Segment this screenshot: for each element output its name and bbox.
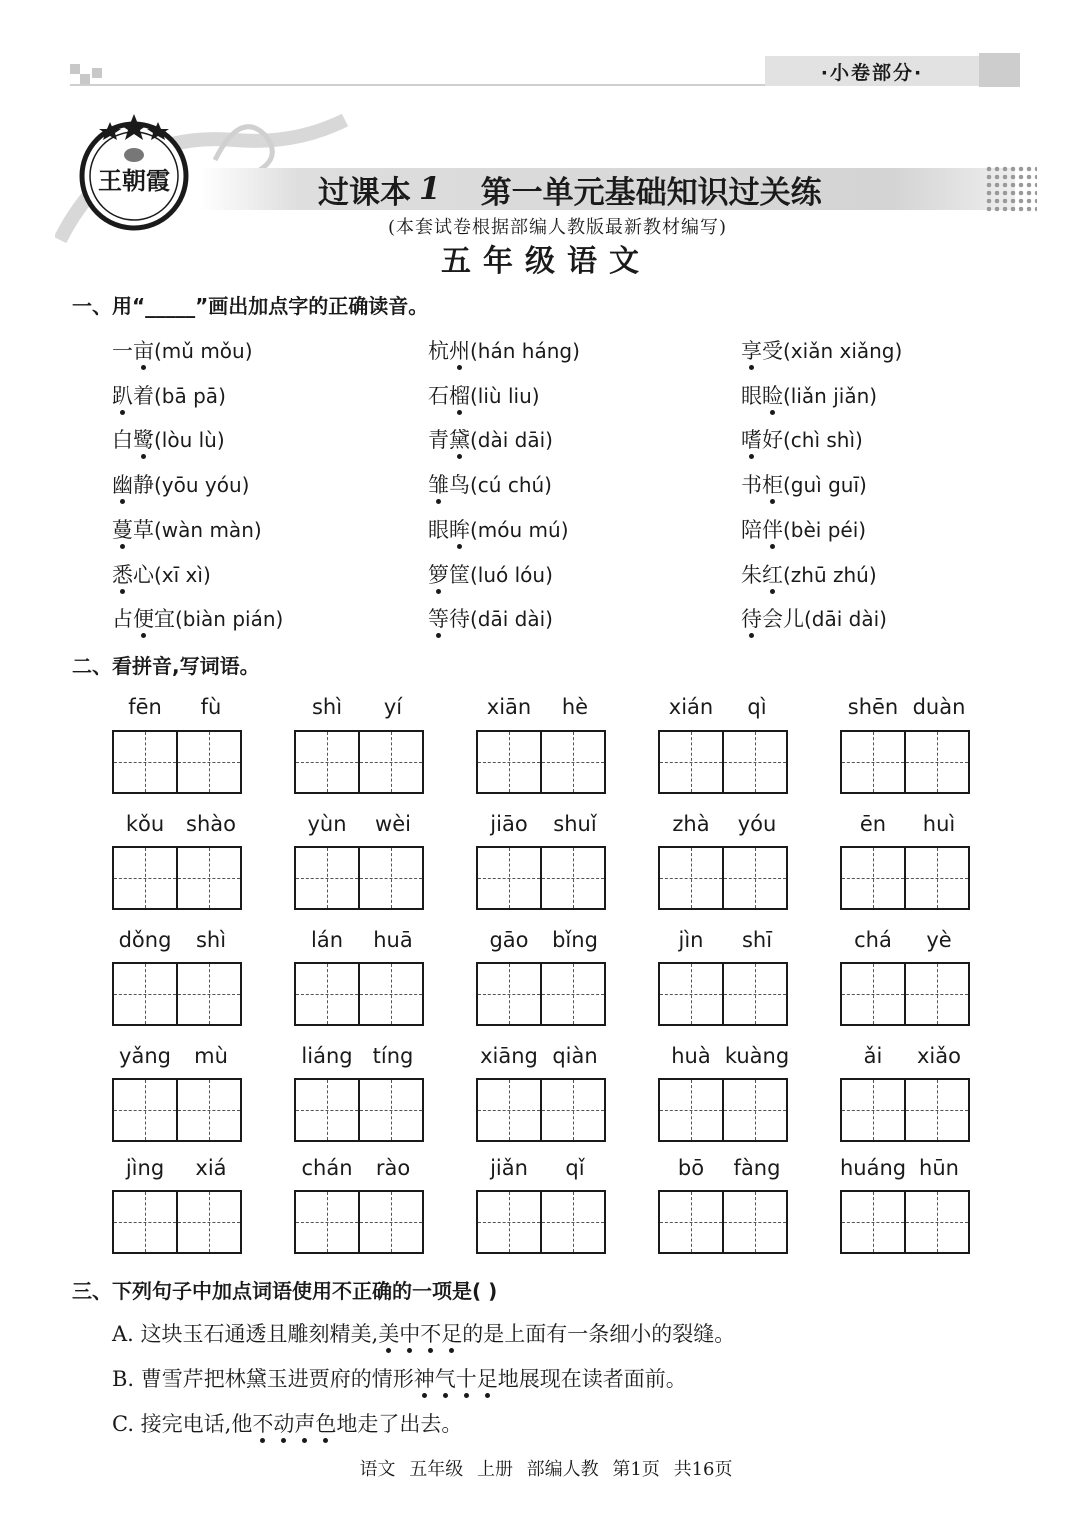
writing-box[interactable] <box>842 1080 904 1140</box>
writing-box[interactable] <box>176 848 240 908</box>
writing-box[interactable] <box>176 1192 240 1252</box>
writing-box-pair <box>294 730 424 794</box>
pinyin-options: (dāi dài) <box>470 607 553 632</box>
pinyin-syllable: shì <box>195 928 227 952</box>
dotted-char: 神 <box>413 1367 435 1391</box>
word-prefix: 青 <box>428 428 449 453</box>
pronunciation-item <box>112 424 225 454</box>
page-title <box>318 168 822 210</box>
word-prefix: 占 <box>112 607 133 632</box>
dotted-char: 不 <box>420 1322 442 1346</box>
pinyin-syllable: kuàng <box>724 1044 790 1068</box>
writing-box[interactable] <box>296 848 358 908</box>
writing-box[interactable] <box>540 964 604 1024</box>
section1-heading: 一、用“_____”画出加点字的正确读音。 <box>72 294 429 318</box>
pinyin-options: (mǔ mǒu) <box>154 339 253 363</box>
word-prefix: 白 <box>112 428 133 453</box>
pronunciation-item <box>112 514 262 544</box>
option-text-end: 地展现在读者面前。 <box>497 1367 687 1391</box>
word-prefix: 石 <box>428 383 449 408</box>
writing-box-pair <box>112 846 242 910</box>
dotted-char: 榴 <box>449 383 470 408</box>
pinyin-options: (liù liu) <box>470 383 540 408</box>
subtitle: (本套试卷根据部编人教版最新教材编写) <box>388 217 728 238</box>
section-tag: ·小卷部分· <box>765 56 979 86</box>
writing-box[interactable] <box>540 1080 604 1140</box>
dotted-char: 足 <box>476 1367 498 1391</box>
dotted-char: 便 <box>133 607 154 632</box>
pronunciation-item <box>112 380 226 410</box>
writing-box-pair <box>658 962 788 1026</box>
writing-box[interactable] <box>114 1192 176 1252</box>
pinyin-options: (yōu yóu) <box>154 473 250 498</box>
pinyin-syllable: hūn <box>919 1156 959 1180</box>
pinyin-options: (biàn pián) <box>175 607 284 632</box>
option-text-start: A. 这块玉石通透且雕刻精美, <box>112 1322 379 1346</box>
dotted-char: 嗜 <box>741 428 762 453</box>
writing-box[interactable] <box>478 1080 540 1140</box>
pinyin-syllable: huì <box>922 812 956 836</box>
pinyin-syllable: chá <box>854 928 892 952</box>
writing-box[interactable] <box>358 848 422 908</box>
pinyin-syllable: ēn <box>859 812 887 836</box>
choice-option <box>112 1363 687 1393</box>
pinyin-options: (zhū zhú) <box>783 562 877 587</box>
writing-box-pair <box>112 1190 242 1254</box>
pronunciation-item <box>741 335 902 365</box>
writing-box[interactable] <box>842 848 904 908</box>
word-suffix: 草 <box>133 517 154 542</box>
writing-box[interactable] <box>722 1192 786 1252</box>
writing-box-pair <box>840 962 970 1026</box>
writing-box[interactable] <box>296 1080 358 1140</box>
writing-box[interactable] <box>540 732 604 792</box>
option-text-start: B. 曹雪芹把林黛玉进贾府的情形 <box>112 1367 414 1391</box>
writing-box[interactable] <box>176 964 240 1024</box>
corner-square-decoration <box>80 74 90 84</box>
series-number: 1 <box>419 171 441 207</box>
dotted-char: 箩 <box>428 562 449 587</box>
dotted-char: 黛 <box>449 428 470 453</box>
dotted-char: 眸 <box>449 517 470 542</box>
corner-square-decoration <box>70 64 80 74</box>
pinyin-syllable: qì <box>747 695 767 719</box>
pinyin-options: (hán háng) <box>470 339 580 363</box>
pinyin-options: (guì guī) <box>783 473 867 498</box>
writing-box[interactable] <box>176 1080 240 1140</box>
pinyin-options: (dài dāi) <box>470 428 553 453</box>
writing-box[interactable] <box>660 1080 722 1140</box>
pinyin-syllable: shuǐ <box>553 812 597 836</box>
writing-box[interactable] <box>722 848 786 908</box>
pronunciation-item <box>428 559 553 589</box>
pinyin-syllable: shī <box>741 928 773 952</box>
writing-box[interactable] <box>842 732 904 792</box>
pinyin-options: (lòu lù) <box>154 428 225 453</box>
writing-box-pair <box>294 962 424 1026</box>
pinyin-syllable: gāo <box>489 928 529 952</box>
pinyin-syllable: zhà <box>672 812 710 836</box>
pronunciation-item <box>428 469 552 499</box>
pinyin-syllable: jìn <box>678 928 704 952</box>
dotted-char: 幽 <box>112 473 133 498</box>
dotted-char: 色 <box>315 1412 337 1436</box>
word-prefix: 书 <box>741 473 762 498</box>
dotted-char: 悉 <box>112 562 133 587</box>
dotted-char: 享 <box>741 339 762 363</box>
logo-text: 王朝霞 <box>98 166 170 195</box>
choice-option <box>112 1408 462 1438</box>
pinyin-syllable: shēn <box>847 695 899 719</box>
word-prefix: 眼 <box>428 517 449 542</box>
pronunciation-item <box>741 469 867 499</box>
dotted-char: 柜 <box>762 473 783 498</box>
dotted-char: 睑 <box>762 383 783 408</box>
pinyin-syllable: fù <box>200 695 222 719</box>
pinyin-syllable: fēn <box>128 695 162 719</box>
pinyin-syllable: shì <box>311 695 343 719</box>
dotted-char: 红 <box>762 562 783 587</box>
pinyin-syllable: shào <box>186 812 236 836</box>
writing-box[interactable] <box>540 1192 604 1252</box>
choice-option <box>112 1318 735 1348</box>
word-prefix: 陪 <box>741 517 762 542</box>
pronunciation-item <box>428 424 553 454</box>
writing-box[interactable] <box>114 848 176 908</box>
dotted-char: 十 <box>455 1367 477 1391</box>
pinyin-syllable: chán <box>301 1156 353 1180</box>
pinyin-syllable: huà <box>671 1044 711 1068</box>
pinyin-syllable: hè <box>561 695 589 719</box>
word-suffix: 静 <box>133 473 154 498</box>
writing-box[interactable] <box>722 1080 786 1140</box>
pinyin-syllable: liáng <box>301 1044 353 1068</box>
writing-box[interactable] <box>478 732 540 792</box>
pinyin-syllable: huáng <box>840 1156 907 1180</box>
writing-box[interactable] <box>478 848 540 908</box>
dotted-char: 趴 <box>112 383 133 408</box>
writing-box-pair <box>658 730 788 794</box>
pinyin-syllable: jiǎn <box>490 1156 528 1180</box>
tag-end-block <box>979 53 1020 87</box>
writing-box[interactable] <box>478 1192 540 1252</box>
dotted-char: 伴 <box>762 517 783 542</box>
word-prefix: 朱 <box>741 562 762 587</box>
writing-box[interactable] <box>904 732 968 792</box>
writing-box[interactable] <box>660 848 722 908</box>
dotted-char: 鹭 <box>133 428 154 453</box>
dotted-char: 足 <box>441 1322 463 1346</box>
writing-box[interactable] <box>358 1080 422 1140</box>
pinyin-syllable: bǐng <box>552 928 598 952</box>
pinyin-syllable: tíng <box>372 1044 414 1068</box>
pronunciation-item <box>112 335 253 365</box>
word-prefix: 眼 <box>741 383 762 408</box>
writing-box-pair <box>294 846 424 910</box>
pinyin-options: (bèi péi) <box>783 517 867 542</box>
pronunciation-item <box>741 380 877 410</box>
writing-box-pair <box>840 1190 970 1254</box>
pinyin-syllable: ǎi <box>863 1044 883 1068</box>
pronunciation-item <box>428 603 553 633</box>
pronunciation-item <box>428 335 580 365</box>
pronunciation-item <box>428 514 569 544</box>
pinyin-syllable: qiàn <box>552 1044 598 1068</box>
writing-box-pair <box>476 846 606 910</box>
dotted-char: 动 <box>273 1412 295 1436</box>
pinyin-syllable: wèi <box>375 812 411 836</box>
pinyin-options: (xī xì) <box>154 562 211 587</box>
pinyin-syllable: huā <box>373 928 413 952</box>
writing-box-pair <box>112 962 242 1026</box>
writing-box[interactable] <box>296 1192 358 1252</box>
writing-box[interactable] <box>904 1080 968 1140</box>
pinyin-syllable: rào <box>375 1156 411 1180</box>
pinyin-syllable: jìng <box>125 1156 165 1180</box>
pinyin-syllable: yóu <box>737 812 777 836</box>
pinyin-syllable: dǒng <box>118 928 172 952</box>
dotted-char: 雏 <box>428 473 449 498</box>
writing-box[interactable] <box>176 732 240 792</box>
pinyin-syllable: kǒu <box>125 812 165 836</box>
dotted-phrase <box>252 1412 336 1436</box>
pinyin-syllable: xiá <box>195 1156 227 1180</box>
pronunciation-item <box>112 559 211 589</box>
pinyin-options: (xiǎn xiǎng) <box>783 339 903 363</box>
pinyin-options: (bā pā) <box>154 383 226 408</box>
section3-heading: 三、下列句子中加点词语使用不正确的一项是( ) <box>72 1279 498 1303</box>
dotted-char: 蔓 <box>112 517 133 542</box>
dotted-char: 待 <box>741 607 762 632</box>
pinyin-syllable: xiǎo <box>917 1044 961 1068</box>
writing-box-pair <box>840 730 970 794</box>
option-text-end: 地走了出去。 <box>336 1412 463 1436</box>
writing-box[interactable] <box>358 732 422 792</box>
page-footer: 语文 五年级 上册 部编人教 第1页 共16页 <box>359 1459 733 1480</box>
writing-box-pair <box>112 1078 242 1142</box>
unit-title: 第一单元基础知识过关练 <box>480 174 822 211</box>
word-suffix: 筐 <box>449 562 470 587</box>
dotted-char: 声 <box>294 1412 316 1436</box>
pinyin-syllable: yí <box>383 695 403 719</box>
writing-box-pair <box>112 730 242 794</box>
pinyin-syllable: mù <box>194 1044 228 1068</box>
writing-box[interactable] <box>660 732 722 792</box>
dotted-char: 不 <box>252 1412 274 1436</box>
pinyin-syllable: xiān <box>486 695 532 719</box>
writing-box-pair <box>658 1190 788 1254</box>
writing-box[interactable] <box>842 964 904 1024</box>
dotted-pattern-decoration <box>985 165 1037 213</box>
writing-box[interactable] <box>904 964 968 1024</box>
writing-box[interactable] <box>904 848 968 908</box>
word-suffix: 会儿 <box>762 607 804 632</box>
pronunciation-item <box>741 424 863 454</box>
writing-box[interactable] <box>358 1192 422 1252</box>
pinyin-syllable: lán <box>310 928 343 952</box>
pinyin-syllable: yè <box>926 928 952 952</box>
word-suffix: 好 <box>762 428 783 453</box>
writing-box-pair <box>658 846 788 910</box>
writing-box-pair <box>476 730 606 794</box>
writing-box[interactable] <box>722 964 786 1024</box>
pinyin-syllable: xián <box>668 695 714 719</box>
pinyin-syllable: xiāng <box>480 1044 538 1068</box>
section2-heading: 二、看拼音,写词语。 <box>72 654 260 678</box>
word-prefix: 一 <box>112 339 133 363</box>
pinyin-syllable: yùn <box>307 812 347 836</box>
writing-box[interactable] <box>296 964 358 1024</box>
pronunciation-item <box>428 380 540 410</box>
writing-box[interactable] <box>842 1192 904 1252</box>
option-text-end: 的是上面有一条细小的裂缝。 <box>462 1322 736 1346</box>
word-suffix: 宜 <box>154 607 175 632</box>
writing-box[interactable] <box>660 1192 722 1252</box>
writing-box[interactable] <box>722 732 786 792</box>
writing-box[interactable] <box>114 964 176 1024</box>
pronunciation-item <box>112 603 283 633</box>
dotted-char: 等 <box>428 607 449 632</box>
pinyin-options: (dāi dài) <box>804 607 887 632</box>
pinyin-options: (cú chú) <box>470 473 552 498</box>
writing-box-pair <box>840 1078 970 1142</box>
pinyin-syllable: duàn <box>912 695 966 719</box>
pinyin-syllable: bō <box>677 1156 705 1180</box>
writing-box[interactable] <box>296 732 358 792</box>
pinyin-options: (móu mú) <box>470 517 569 542</box>
word-suffix: 鸟 <box>449 473 470 498</box>
dotted-phrase <box>378 1322 462 1346</box>
word-suffix: 着 <box>133 383 154 408</box>
pronunciation-item <box>741 559 877 589</box>
writing-box-pair <box>476 1190 606 1254</box>
writing-box-pair <box>294 1078 424 1142</box>
writing-box[interactable] <box>660 964 722 1024</box>
pronunciation-item <box>112 469 249 499</box>
logo-seal <box>75 112 193 232</box>
pinyin-syllable: yǎng <box>119 1044 171 1068</box>
pinyin-options: (luó lóu) <box>470 562 553 587</box>
pinyin-syllable: jiāo <box>490 812 528 836</box>
writing-box[interactable] <box>540 848 604 908</box>
writing-box-pair <box>476 1078 606 1142</box>
pinyin-syllable: fàng <box>733 1156 781 1180</box>
writing-box-pair <box>476 962 606 1026</box>
dotted-char: 气 <box>434 1367 456 1391</box>
writing-box[interactable] <box>114 1080 176 1140</box>
writing-box[interactable] <box>904 1192 968 1252</box>
pinyin-options: (chì shì) <box>783 428 863 453</box>
pinyin-options: (wàn màn) <box>154 517 262 542</box>
word-suffix: 心 <box>133 562 154 587</box>
dotted-phrase <box>414 1367 498 1391</box>
series-label: 过课本 <box>318 174 411 211</box>
word-suffix: 受 <box>762 339 783 363</box>
writing-box[interactable] <box>478 964 540 1024</box>
pronunciation-item <box>741 514 866 544</box>
corner-square-decoration <box>92 68 102 78</box>
dotted-char: 州 <box>449 339 470 363</box>
word-suffix: 待 <box>449 607 470 632</box>
word-prefix: 杭 <box>428 339 449 363</box>
pinyin-syllable: qǐ <box>565 1156 585 1180</box>
pronunciation-item <box>741 603 887 633</box>
dotted-char: 亩 <box>133 339 154 363</box>
grade-subject: 五年级语文 <box>441 244 651 279</box>
dotted-char: 美 <box>378 1322 400 1346</box>
writing-box-pair <box>294 1190 424 1254</box>
dotted-char: 中 <box>399 1322 421 1346</box>
option-text-start: C. 接完电话,他 <box>112 1412 253 1436</box>
writing-box[interactable] <box>358 964 422 1024</box>
pinyin-options: (liǎn jiǎn) <box>783 383 878 408</box>
writing-box-pair <box>840 846 970 910</box>
writing-box-pair <box>658 1078 788 1142</box>
writing-box[interactable] <box>114 732 176 792</box>
